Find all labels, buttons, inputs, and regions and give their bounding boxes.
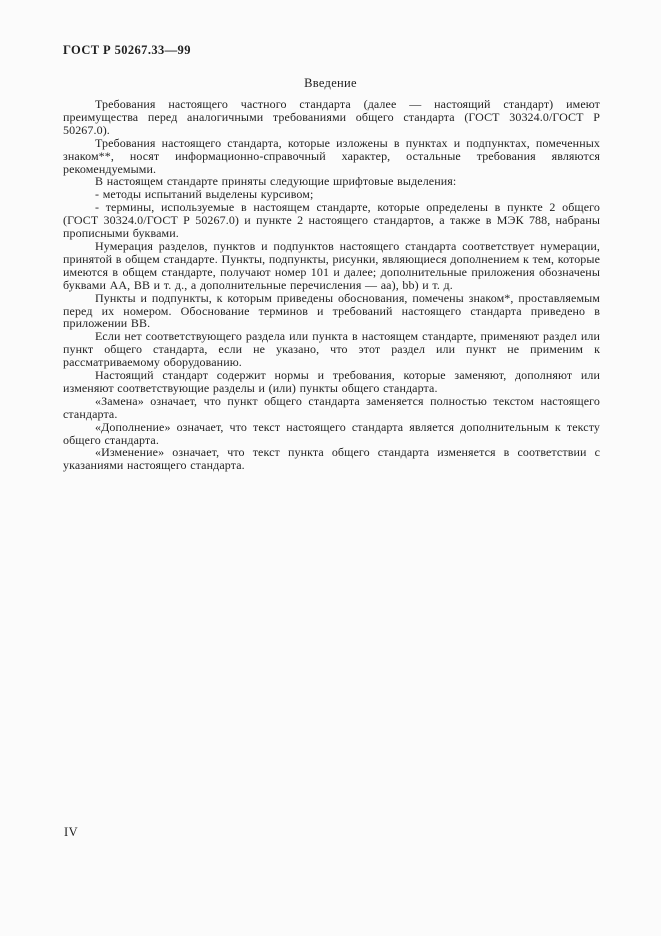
document-body — [63, 98, 600, 472]
list-item: - методы испытаний выделены курсивом; — [95, 187, 314, 202]
standard-number-header: ГОСТ Р 50267.33—99 — [63, 43, 191, 57]
page-number: IV — [64, 825, 79, 839]
list-item: - термины, используемые в настоящем стандарте, которые определены в пункте 2 общего (ГОСТ 30324.0/ГОСТ Р 50267.0) и пункте 2 настоящего стандартов, а также в МЭК 788, набраны прописными буквами. — [63, 200, 600, 241]
paragraph: Если нет соответствующего раздела или пункта в настоящем стандарте, применяют раздел или пункт общего стандарта, если не указано, что этот раздел или пункт не применим к рассматриваемому оборудованию. — [63, 329, 600, 370]
paragraph: В настоящем стандарте приняты следующие шрифтовые выделения: — [95, 174, 457, 189]
paragraph: Пункты и подпункты, к которым приведены обоснования, помечены знаком*, проставляемым перед их номером. Обоснование терминов и требований настоящего стандарта приведено в приложении ВВ. — [63, 290, 600, 331]
paragraph: Нумерация разделов, пунктов и подпунктов настоящего стандарта соответствует нумерации, принятой в общем стандарте. Пункты, подпункты, рисунки, являющиеся дополнением к тем, которые имеются в общем стандарте, получают номер 101 и далее; дополнительные приложения обозначены буквами АА, ВВ и т. д., а дополнительные перечисления — аа), bb) и т. д. — [63, 238, 600, 292]
paragraph: Требования настоящего частного стандарта (далее — настоящий стандарт) имеют преимущества перед аналогичными требованиями общего стандарта (ГОСТ 30324.0/ГОСТ Р 50267.0). — [63, 97, 600, 137]
section-title: Введение — [304, 76, 357, 90]
paragraph: Настоящий стандарт содержит нормы и требования, которые заменяют, дополняют или изменяют соответствующие разделы и (или) пункты общего стандарта. — [63, 368, 600, 395]
paragraph: Требования настоящего стандарта, которые изложены в пунктах и подпунктах, помеченных знаком**, носят информационно-справочный характер, остальные требования являются рекомендуемыми. — [63, 135, 600, 176]
paragraph: «Дополнение» означает, что текст настоящего стандарта является дополнительным к тексту общего стандарта. — [63, 419, 600, 447]
paragraph: «Замена» означает, что пункт общего стандарта заменяется полностью текстом настоящего стандарта. — [63, 393, 600, 421]
paragraph: «Изменение» означает, что текст пункта общего стандарта изменяется в соответствии с указаниями настоящего стандарта. — [63, 445, 600, 473]
